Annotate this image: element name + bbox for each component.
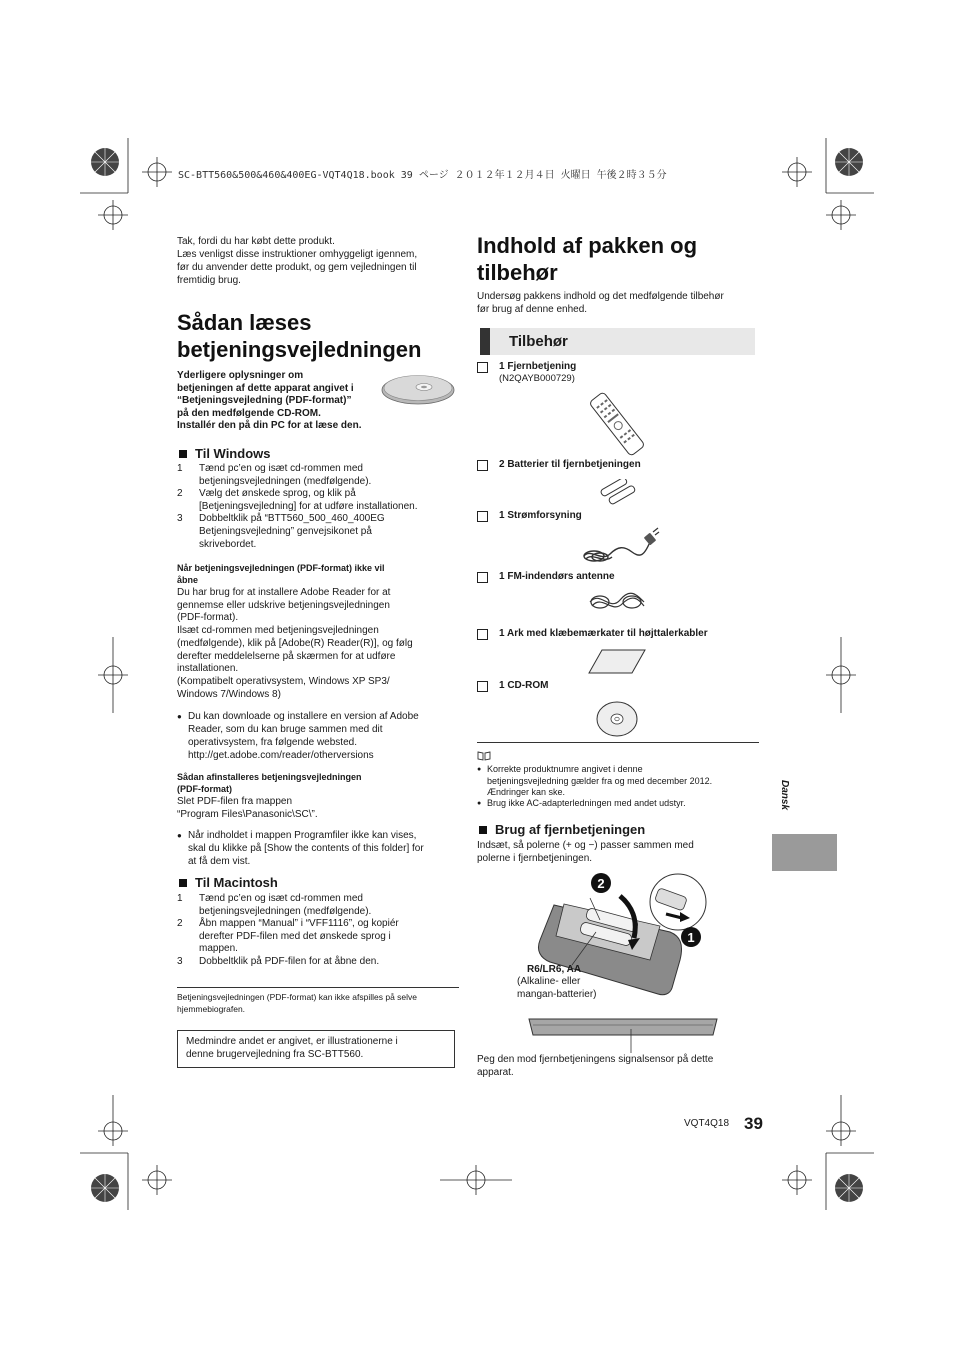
heading-remote-usage: Brug af fjernbetjeningen — [479, 822, 645, 837]
mac-steps — [177, 893, 462, 969]
adobe-bullet: ● Du kan downloade og installere en version af Adobe Reader, som du kan bruge sammen med dit operativsystem, fra følgende websted. http://get.adobe.com/reader/otherversions — [177, 711, 419, 761]
section-title-how-to-read: Sådan læses betjeningsvejledningen — [177, 310, 422, 362]
player-unit-illustration — [527, 1017, 719, 1055]
square-bullet-icon — [179, 450, 187, 458]
bullet-dot-icon: ● — [177, 712, 182, 721]
accessory-sticker-sheet: 1 Ark med klæbemærkater til højttalerkabler — [477, 628, 708, 640]
section-title-package-contents: Indhold af pakken og tilbehør — [477, 233, 698, 285]
illustration-note-box: Medmindre andet er angivet, er illustrationerne i denne brugervejledning fra SC-BTT560. — [177, 1030, 455, 1068]
pdf-info-text: Yderligere oplysninger om betjeningen af dette apparat angivet i “Betjeningsvejledning (PDF-format)” på den medfølgende CD-ROM. Installér den på din PC for at læse den. — [177, 370, 362, 431]
point-text: Peg den mod fjernbetjeningens signalsensor på dette apparat. — [477, 1054, 714, 1078]
list-item: 1 Tænd pc’en og isæt cd-rommen med betjeningsvejledningen (medfølgende). — [177, 893, 372, 917]
list-item: 3 Dobbeltklik på PDF-filen for at åbne den. — [177, 955, 380, 967]
accessory-remote: 1 Fjernbetjening (N2QAYB000729) — [477, 361, 576, 385]
bullet-dot-icon: ● — [177, 831, 182, 840]
adobe-url-link[interactable]: http://get.adobe.com/reader/otherversions — [188, 750, 374, 761]
language-side-label: Dansk — [779, 780, 790, 811]
list-item: 3 Dobbeltklik på “BTT560_500_460_400EG Betjeningsvejledning” genvejsikonet på skrivebordet. — [177, 513, 385, 550]
note-bullet-2: ● Brug ikke AC-adapterledningen med andet udstyr. — [477, 798, 686, 808]
power-cord-icon — [580, 526, 660, 566]
accessory-power-cord: 1 Strømforsyning — [477, 510, 582, 522]
checkbox[interactable] — [477, 460, 488, 471]
checkbox[interactable] — [477, 572, 488, 583]
doc-code: VQT4Q18 — [684, 1118, 730, 1129]
checkbox[interactable] — [477, 362, 488, 373]
battery-type-label: R6/LR6, AA — [527, 964, 582, 975]
cd-rom-icon — [596, 700, 638, 738]
checkbox[interactable] — [477, 511, 488, 522]
windows-steps — [177, 463, 462, 551]
uninstall-text: Slet PDF-filen fra mappen “Program Files\Panasonic\SC\”. — [177, 796, 318, 820]
step-marker-2: 2 — [591, 873, 611, 893]
fm-antenna-icon — [586, 588, 648, 616]
no-open-text: Du har brug for at installere Adobe Reader for at gennemse eller udskrive betjeningsvejledningen (PDF-format). Ilsæt cd-rommen med betjeningsvejledningen (medfølgende), klik på [Adobe(R) Reader(R)], og følg derefter meddelelserne på skærmen for at udføre installationen. (Kompatibelt operativsystem, Windows XP SP3/ Windows 7/Windows 8) — [177, 587, 413, 700]
book-note-icon — [477, 751, 491, 761]
accessory-batteries: 2 Batterier til fjernbetjeningen — [477, 459, 641, 471]
list-item: 1 Tænd pc’en og isæt cd-rommen med betjeningsvejledningen (medfølgende). — [177, 463, 372, 487]
language-tab — [772, 834, 837, 871]
uninstall-heading: Sådan afinstalleres betjeningsvejledningen (PDF-format) — [177, 772, 362, 794]
intro-text: Tak, fordi du har købt dette produkt. Læs venligst disse instruktioner omhyggeligt igennem, før du anvender dette produkt, og gem vejledningen til fremtidig brug. — [177, 236, 418, 286]
square-bullet-icon — [179, 879, 187, 887]
remote-control-icon — [586, 392, 648, 456]
bullet-dot-icon: ● — [477, 766, 482, 773]
checkbox[interactable] — [477, 629, 488, 640]
no-open-heading: Når betjeningsvejledningen (PDF-format) ikke vil åbne — [177, 563, 385, 585]
sticker-sheet-icon — [588, 648, 646, 674]
remote-usage-text: Indsæt, så polerne (+ og −) passer sammen med polerne i fjernbetjeningen. — [477, 840, 694, 864]
note-bullet-1: ● Korrekte produktnumre angivet i denne betjeningsvejledning gælder fra og med december 2012. Ændringer kan ske. — [477, 764, 713, 797]
heading-macintosh: Til Macintosh — [179, 875, 278, 890]
checkbox[interactable] — [477, 681, 488, 692]
battery-desc: (Alkaline- eller mangan-batterier) — [517, 976, 597, 1000]
divider — [177, 987, 459, 988]
bullet-dot-icon: ● — [477, 800, 482, 807]
cd-disc-icon — [380, 372, 456, 406]
divider — [477, 742, 759, 743]
step-marker-1: 1 — [681, 927, 701, 947]
accessory-cd-rom: 1 CD-ROM — [477, 680, 548, 692]
uninstall-bullet: ● Når indholdet i mappen Programfiler ikke kan vises, skal du klikke på [Show the contents of this folder] for at få dem vist. — [177, 830, 424, 867]
heading-windows: Til Windows — [179, 446, 270, 461]
package-intro: Undersøg pakkens indhold og det medfølgende tilbehør før brug af denne enhed. — [477, 291, 724, 315]
footnote: Betjeningsvejledningen (PDF-format) kan ikke afspilles på selve hjemmebiografen. — [177, 992, 418, 1014]
square-bullet-icon — [479, 826, 487, 834]
batteries-icon — [600, 479, 636, 505]
accessories-banner: Tilbehør — [480, 328, 755, 355]
list-item: 2 Vælg det ønskede sprog, og klik på [Betjeningsvejledning] for at udføre installationen. — [177, 488, 418, 512]
list-item: 2 Åbn mappen “Manual” i “VFF1116”, og kopiér derefter PDF-filen med det ønskede sprog i mappen. — [177, 918, 399, 955]
file-header: SC-BTT560&500&460&400EG-VQT4Q18.book 39 ページ ２０１２年１２月４日 火曜日 午後２時３５分 — [178, 170, 667, 181]
page-number: 39 — [744, 1114, 763, 1133]
accessory-fm-antenna: 1 FM-indendørs antenne — [477, 571, 615, 583]
